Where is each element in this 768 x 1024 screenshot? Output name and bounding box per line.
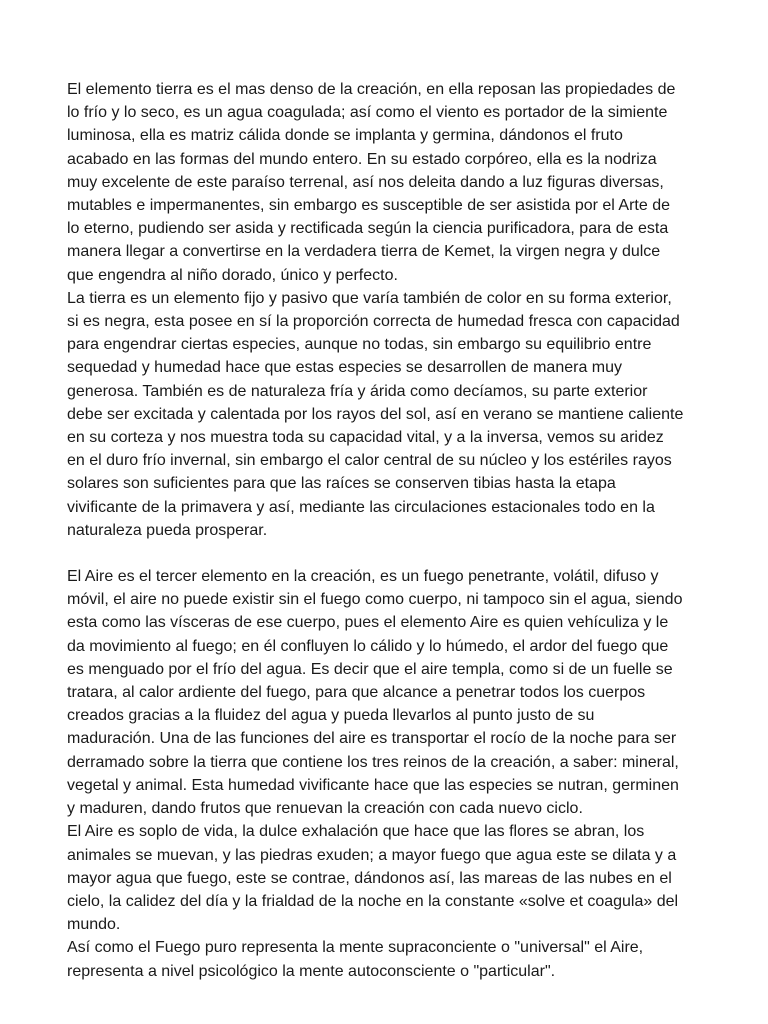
- text-line: Así como el Fuego puro representa la mente supraconciente o "universal" el Aire,: [67, 939, 644, 957]
- text-line: lo eterno, pudiendo ser asida y rectificada según la ciencia purificadora, para de esta: [67, 220, 669, 238]
- text-line: en su corteza y nos muestra toda su capacidad vital, y a la inversa, vemos su aridez: [67, 429, 664, 447]
- text-line: lo frío y lo seco, es un agua coagulada; así como el viento es portador de la simiente: [67, 104, 668, 122]
- text-line: da movimiento al fuego; en él confluyen lo cálido y lo húmedo, el ardor del fuego que: [67, 637, 669, 655]
- text-line: animales se muevan, y las piedras exuden; a mayor fuego que agua este se dilata y a: [67, 846, 677, 864]
- text-line: vivificante de la primavera y así, mediante las circulaciones estacionales todo en la: [67, 498, 655, 516]
- paragraph: [67, 565, 707, 820]
- text-line: mayor agua que fuego, este se contrae, dándonos así, las mareas de las nubes en el: [67, 869, 672, 887]
- text-line: mutables e impermanentes, sin embargo es susceptible de ser asistida por el Arte de: [67, 197, 670, 215]
- text-line: El elemento tierra es el mas denso de la creación, en ella reposan las propiedades de: [67, 81, 676, 98]
- text-line: si es negra, esta posee en sí la proporción correcta de humedad fresca con capacidad: [67, 313, 680, 331]
- text-line: acabado en las formas del mundo entero. En su estado corpóreo, ella es la nodriza: [67, 150, 657, 168]
- text-line: El Aire es soplo de vida, la dulce exhalación que hace que las flores se abran, los: [67, 823, 645, 841]
- text-line: solares son suficientes para que las raíces se conserven tibias hasta la etapa: [67, 475, 616, 493]
- text-line: sequedad y humedad hace que estas especies se desarrollen de manera muy: [67, 359, 623, 377]
- text-line: cielo, la calidez del día y la frialdad de la noche en la constante «solve et coagula» del: [67, 892, 679, 910]
- document-page: [67, 78, 707, 1006]
- paragraph: [67, 78, 707, 287]
- text-line: que engendra al niño dorado, único y perfecto.: [67, 266, 398, 284]
- text-line: derramado sobre la tierra que contiene los tres reinos de la creación, a saber: mineral,: [67, 753, 679, 771]
- text-line: vegetal y animal. Esta humedad vivificante hace que las especies se nutran, germinen: [67, 776, 679, 794]
- text-line: para engendrar ciertas especies, aunque no todas, sin embargo su equilibrio entre: [67, 336, 652, 354]
- text-line: representa a nivel psicológico la mente autoconsciente o "particular".: [67, 962, 556, 980]
- text-line: en el duro frío invernal, sin embargo el calor central de su núcleo y los estériles rayos: [67, 452, 672, 470]
- text-line: manera llegar a convertirse en la verdadera tierra de Kemet, la virgen negra y dulce: [67, 243, 661, 261]
- text-line: esta como las vísceras de ese cuerpo, pues el elemento Aire es quien vehículiza y le: [67, 614, 669, 632]
- text-line: luminosa, ella es matriz cálida donde se implanta y germina, dándonos el fruto: [67, 127, 623, 145]
- text-block: [67, 78, 707, 542]
- text-block: [67, 565, 707, 983]
- paragraph: [67, 287, 707, 542]
- text-line: El Aire es el tercer elemento en la creación, es un fuego penetrante, volátil, difuso y: [67, 568, 659, 586]
- text-line: maduración. Una de las funciones del aire es transportar el rocío de la noche para ser: [67, 730, 677, 748]
- text-line: debe ser excitada y calentada por los rayos del sol, así en verano se mantiene caliente: [67, 405, 684, 423]
- text-line: La tierra es un elemento fijo y pasivo que varía también de color en su forma exterior,: [67, 289, 672, 307]
- text-line: generosa. También es de naturaleza fría y árida como decíamos, su parte exterior: [67, 382, 648, 400]
- paragraph: [67, 936, 707, 982]
- text-line: mundo.: [67, 916, 121, 934]
- text-line: naturaleza pueda prosperar.: [67, 521, 268, 539]
- text-line: muy excelente de este paraíso terrenal, así nos deleita dando a luz figuras diversas,: [67, 173, 664, 191]
- text-line: creados gracias a la fluidez del agua y pueda llevarlos al punto justo de su: [67, 707, 595, 725]
- text-line: es menguado por el frío del agua. Es decir que el aire templa, como si de un fuelle se: [67, 660, 673, 678]
- text-line: y maduren, dando frutos que renuevan la creación con cada nuevo ciclo.: [67, 800, 583, 818]
- paragraph: [67, 820, 707, 936]
- text-line: móvil, el aire no puede existir sin el fuego como cuerpo, ni tampoco sin el agua, siendo: [67, 591, 683, 609]
- text-line: tratara, al calor ardiente del fuego, para que alcance a penetrar todos los cuerpos: [67, 684, 646, 702]
